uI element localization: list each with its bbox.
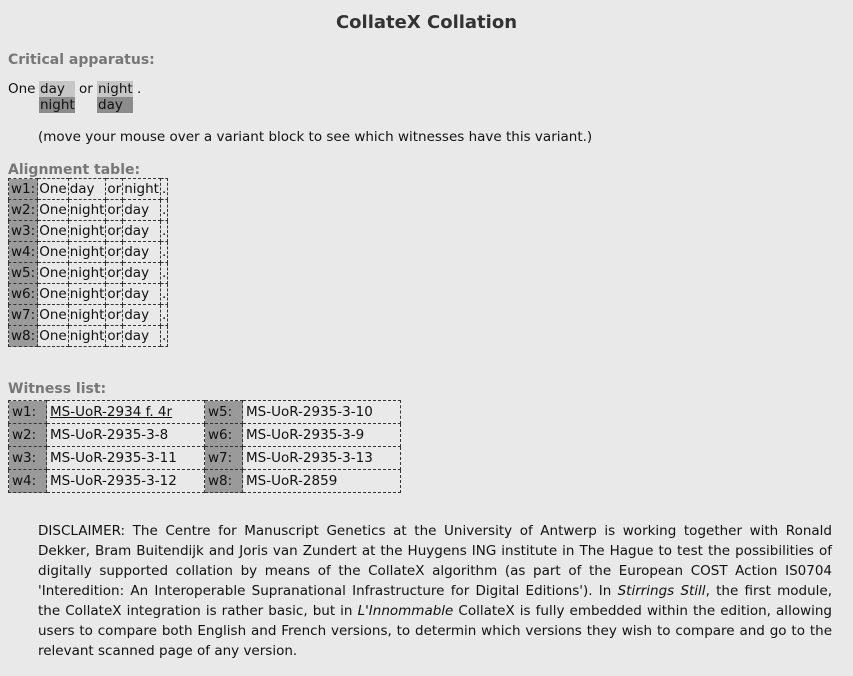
token-cell: or [106,326,123,347]
alignment-heading: Alignment table: [8,162,141,178]
apparatus-connector: or [79,81,93,97]
witness-name [47,401,205,424]
token-cell: night [123,179,161,200]
disclaimer-text: CollateX is fully embedded within the edition, allowing users to compare both English and French versions, to determin which versions they wish to compare and go to the relevant scanned page of any version. [38,603,832,659]
disclaimer-text: , the first module, the CollateX integration is rather basic, but in [38,583,832,619]
witness-heading: Witness list: [8,381,107,397]
witness-row [9,401,401,424]
token-cell: . [160,305,167,326]
disclaimer-title-stirrings: Stirrings Still [617,583,706,599]
token-cell: . [160,326,167,347]
apparatus-heading: Critical apparatus: [8,52,155,68]
witness-table [8,400,401,493]
token-cell: day [123,263,161,284]
token-cell: night [68,263,106,284]
token-cell: or [106,179,123,200]
witness-siglum: w3: [9,447,47,470]
token-cell: or [106,200,123,221]
token-cell: day [123,200,161,221]
witness-name: MS-UoR-2935-3-13 [243,447,401,470]
token-cell: day [123,326,161,347]
token-cell: . [160,200,167,221]
token-cell: day [123,242,161,263]
token-cell: . [160,284,167,305]
token-cell: One [38,200,69,221]
witness-row [9,424,401,447]
witness-name: MS-UoR-2935-3-9 [243,424,401,447]
token-cell: . [160,179,167,200]
variant-reading: night [40,97,75,113]
witness-name: MS-UoR-2935-3-8 [47,424,205,447]
witness-name: MS-UoR-2935-3-11 [47,447,205,470]
witness-siglum: w1: [9,401,47,424]
witness-siglum: w8: [205,470,243,493]
token-cell: One [38,284,69,305]
disclaimer [38,521,832,661]
token-cell: One [38,326,69,347]
witness-name: MS-UoR-2935-3-10 [243,401,401,424]
witness-siglum: w4: [9,242,38,263]
token-cell: or [106,242,123,263]
apparatus-word: One [8,81,36,97]
token-cell: night [68,305,106,326]
witness-siglum: w6: [9,284,38,305]
token-cell: . [160,242,167,263]
witness-siglum: w4: [9,470,47,493]
alignment-row [9,263,168,284]
witness-row [9,470,401,493]
disclaimer-text: DISCLAIMER: The Centre for Manuscript Genetics at the University of Antwerp is working together with Ronald Dekker, Bram Buitendijk and Joris van Zundert at the Huygens ING institute in The Hague to test the possibilities of digitally supported collation by means of the CollateX algorithm (as part of the European COST Action IS0704 'Interedition: An Interoperable Supranational Infrastructure for Digital Editions'). In [38,523,832,599]
witness-siglum: w1: [9,179,38,200]
witness-row [9,447,401,470]
witness-siglum: w8: [9,326,38,347]
token-cell: or [106,221,123,242]
token-cell: night [68,221,106,242]
witness-link[interactable]: MS-UoR-2934 f. 4r [50,404,173,420]
token-cell: One [38,179,69,200]
witness-siglum: w7: [205,447,243,470]
token-cell: day [123,305,161,326]
apparatus-period: . [137,81,142,97]
disclaimer-title-innommable: L'Innommable [357,603,454,619]
token-cell: or [106,284,123,305]
witness-name: MS-UoR-2859 [243,470,401,493]
alignment-row [9,242,168,263]
token-cell: One [38,263,69,284]
witness-siglum: w2: [9,200,38,221]
token-cell: One [38,221,69,242]
alignment-row [9,200,168,221]
witness-siglum: w7: [9,305,38,326]
variant-block-2[interactable] [97,81,133,113]
witness-siglum: w6: [205,424,243,447]
alignment-row [9,305,168,326]
page-title: CollateX Collation [335,12,518,33]
variant-reading: day [39,81,75,97]
apparatus-hint: (move your mouse over a variant block to see which witnesses have this variant.) [38,129,593,145]
witness-siglum: w2: [9,424,47,447]
token-cell: night [68,326,106,347]
token-cell: or [106,263,123,284]
token-cell: day [123,284,161,305]
token-cell: One [38,305,69,326]
variant-reading: night [98,81,133,97]
token-cell: day [123,221,161,242]
alignment-table [8,178,168,347]
alignment-row [9,326,168,347]
token-cell: . [160,263,167,284]
variant-reading: day [97,97,133,113]
alignment-row [9,221,168,242]
token-cell: night [68,200,106,221]
token-cell: night [68,242,106,263]
witness-name: MS-UoR-2935-3-12 [47,470,205,493]
witness-siglum: w5: [9,263,38,284]
alignment-row [9,179,168,200]
variant-block-1[interactable] [39,81,75,113]
token-cell: . [160,221,167,242]
token-cell: night [68,284,106,305]
witness-siglum: w3: [9,221,38,242]
token-cell: day [68,179,106,200]
token-cell: One [38,242,69,263]
alignment-row [9,284,168,305]
token-cell: or [106,305,123,326]
witness-siglum: w5: [205,401,243,424]
